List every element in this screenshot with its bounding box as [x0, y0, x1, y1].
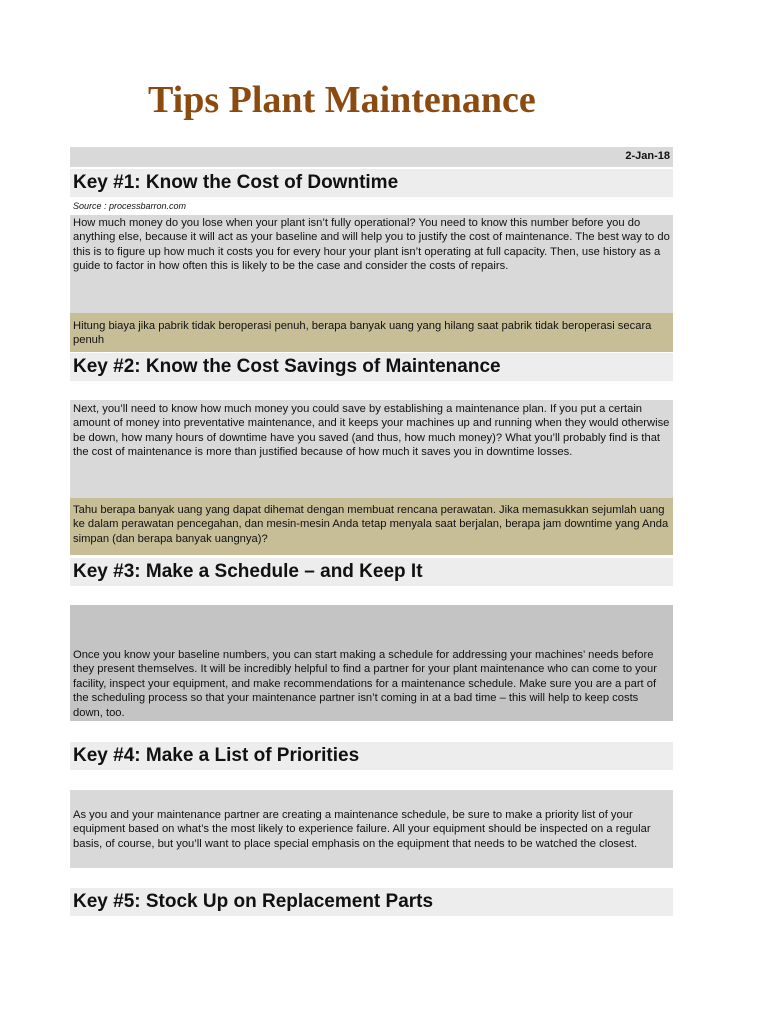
key-3-english-text: Once you know your baseline numbers, you can start making a schedule for addressing your machines’ needs before they present themselves. It will be incredibly helpful to find a partner for your plant maintenance who can come to your facility, inspect your equipment, and make recommendations for a maintenance schedule. Make sure you are a part of the scheduling process so that your maintenance partner isn’t coming in at a bad time – this will help to keep costs down, too.: [70, 605, 673, 721]
key-5-heading: Key #5: Stock Up on Replacement Parts: [70, 888, 673, 916]
date-cell: 2-Jan-18: [70, 147, 673, 167]
key-2-english-text: Next, you’ll need to know how much money you could save by establishing a maintenance plan. If you put a certain amount of money into preventative maintenance, and it keeps your machines up and running when they would otherwise be down, how many hours of downtime have you saved (and thus, how much money)? What you’ll probably find is that the cost of maintenance is more than justified because of how much it saves you in downtime losses.: [70, 400, 673, 498]
key-4-english-text: As you and your maintenance partner are creating a maintenance schedule, be sure to make a priority list of your equipment based on what’s the most likely to experience failure. All your equipment should be inspected on a regular basis, of course, but you’ll want to place special emphasis on the equipment that needs to be watched the closest.: [70, 790, 673, 868]
key-3-heading: Key #3: Make a Schedule – and Keep It: [70, 558, 673, 586]
key-2-indonesian-text: Tahu berapa banyak uang yang dapat dihemat dengan membuat rencana perawatan. Jika memasukkan sejumlah uang ke dalam perawatan pencegahan, dan mesin-mesin Anda tetap menyala saat berjalan, berapa jam downtime yang Anda simpan (dan berapa banyak uangnya)?: [70, 498, 673, 555]
page-title: Tips Plant Maintenance: [148, 79, 536, 121]
source-note: Source : processbarron.com: [73, 201, 187, 211]
key-1-heading: Key #1: Know the Cost of Downtime: [70, 169, 673, 197]
key-1-indonesian-text: Hitung biaya jika pabrik tidak beroperasi penuh, berapa banyak uang yang hilang saat pabrik tidak beroperasi secara penuh: [70, 313, 673, 352]
key-2-heading: Key #2: Know the Cost Savings of Maintenance: [70, 353, 673, 381]
key-4-heading: Key #4: Make a List of Priorities: [70, 742, 673, 770]
key-1-english-text: How much money do you lose when your plant isn’t fully operational? You need to know this number before you do anything else, because it will act as your baseline and will help you to justify the cost of maintenance. The best way to do this is to figure up how much it costs you for every hour your plant isn’t operating at full capacity. Then, use history as a guide to factor in how often this is likely to be the case and consider the costs of repairs.: [70, 215, 673, 313]
